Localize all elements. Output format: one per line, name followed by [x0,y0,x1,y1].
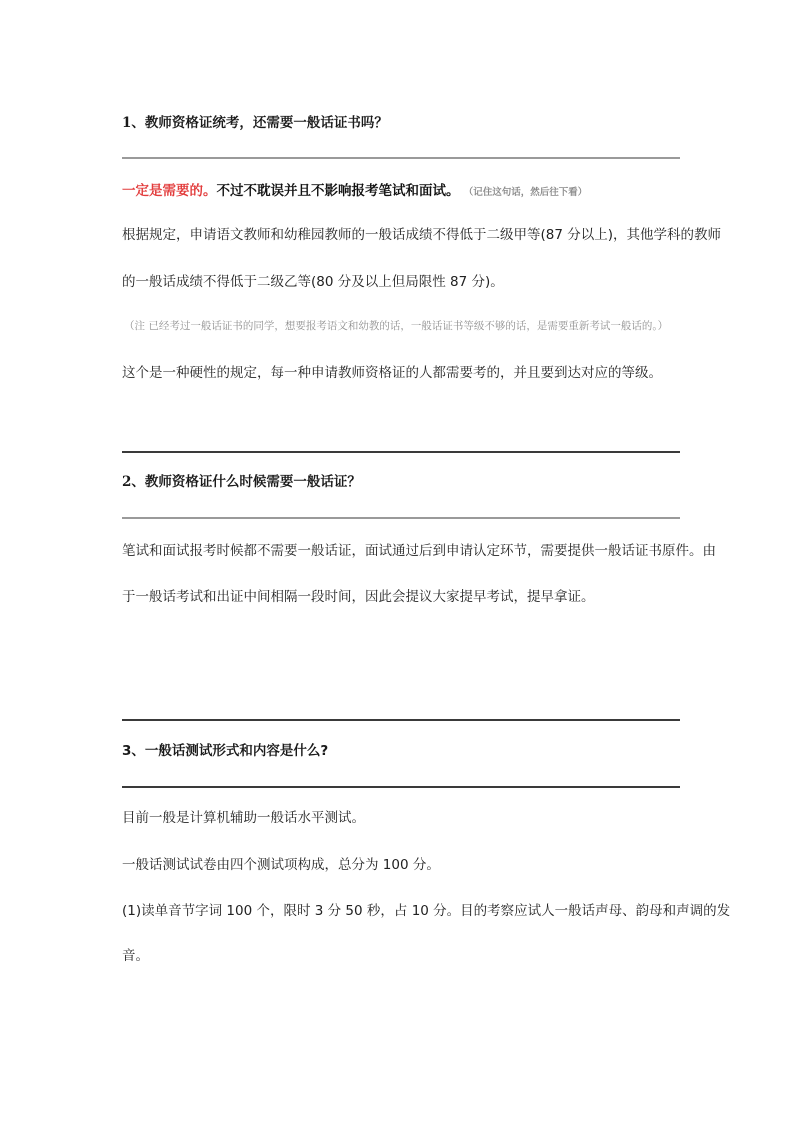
section-3-line-1: 目前一般是计算机辅助一般话水平测试。 [122,810,365,826]
divider [122,719,680,721]
section-2-title: 2、教师资格证什么时候需要一般话证？ [122,474,361,490]
aside-note: （记住这句话，然后往下看） [463,187,588,198]
section-1-closing: 这个是一种硬性的规定，每一种申请教师资格证的人都需要考的，并且要到达对应的等级。 [122,365,662,381]
divider [122,157,680,159]
section-1-line-1: 根据规定，申请语文教师和幼稚园教师的一般话成绩不得低于二级甲等(87 分以上)，其他学科的教师 [122,227,722,243]
section-3-line-3: (1)读单音节字词 100 个，限时 3 分 50 秒，占 10 分。目的考察应试人一般话声母、韵母和声调的发 [122,903,731,919]
divider [122,517,680,519]
section-1-highlight [122,179,587,199]
section-1-line-2: 的一般话成绩不得低于二级乙等(80 分及以上但局限性 87 分)。 [122,274,504,290]
emphasis-bold: 不过不耽误并且不影响报考笔试和面试。 [216,183,460,199]
section-3-title: 3、一般话测试形式和内容是什么? [122,743,329,759]
section-2-line-1: 笔试和面试报考时候都不需要一般话证，面试通过后到申请认定环节，需要提供一般话证书原件。由 [122,543,716,559]
section-1-title: 1、教师资格证统考，还需要一般话证书吗？ [122,115,388,131]
section-3-line-4: 音。 [122,948,149,964]
section-3-line-2: 一般话测试试卷由四个测试项构成，总分为 100 分。 [122,857,440,873]
section-1-note: （注 已经考过一般话证书的同学，想要报考语文和幼教的话，一般话证书等级不够的话，是需要重新考试一般话的。） [124,320,669,332]
emphasis-red: 一定是需要的。 [122,183,217,199]
divider [122,451,680,453]
divider [122,786,680,788]
section-2-line-2: 于一般话考试和出证中间相隔一段时间，因此会提议大家提早考试，提早拿证。 [122,589,595,605]
